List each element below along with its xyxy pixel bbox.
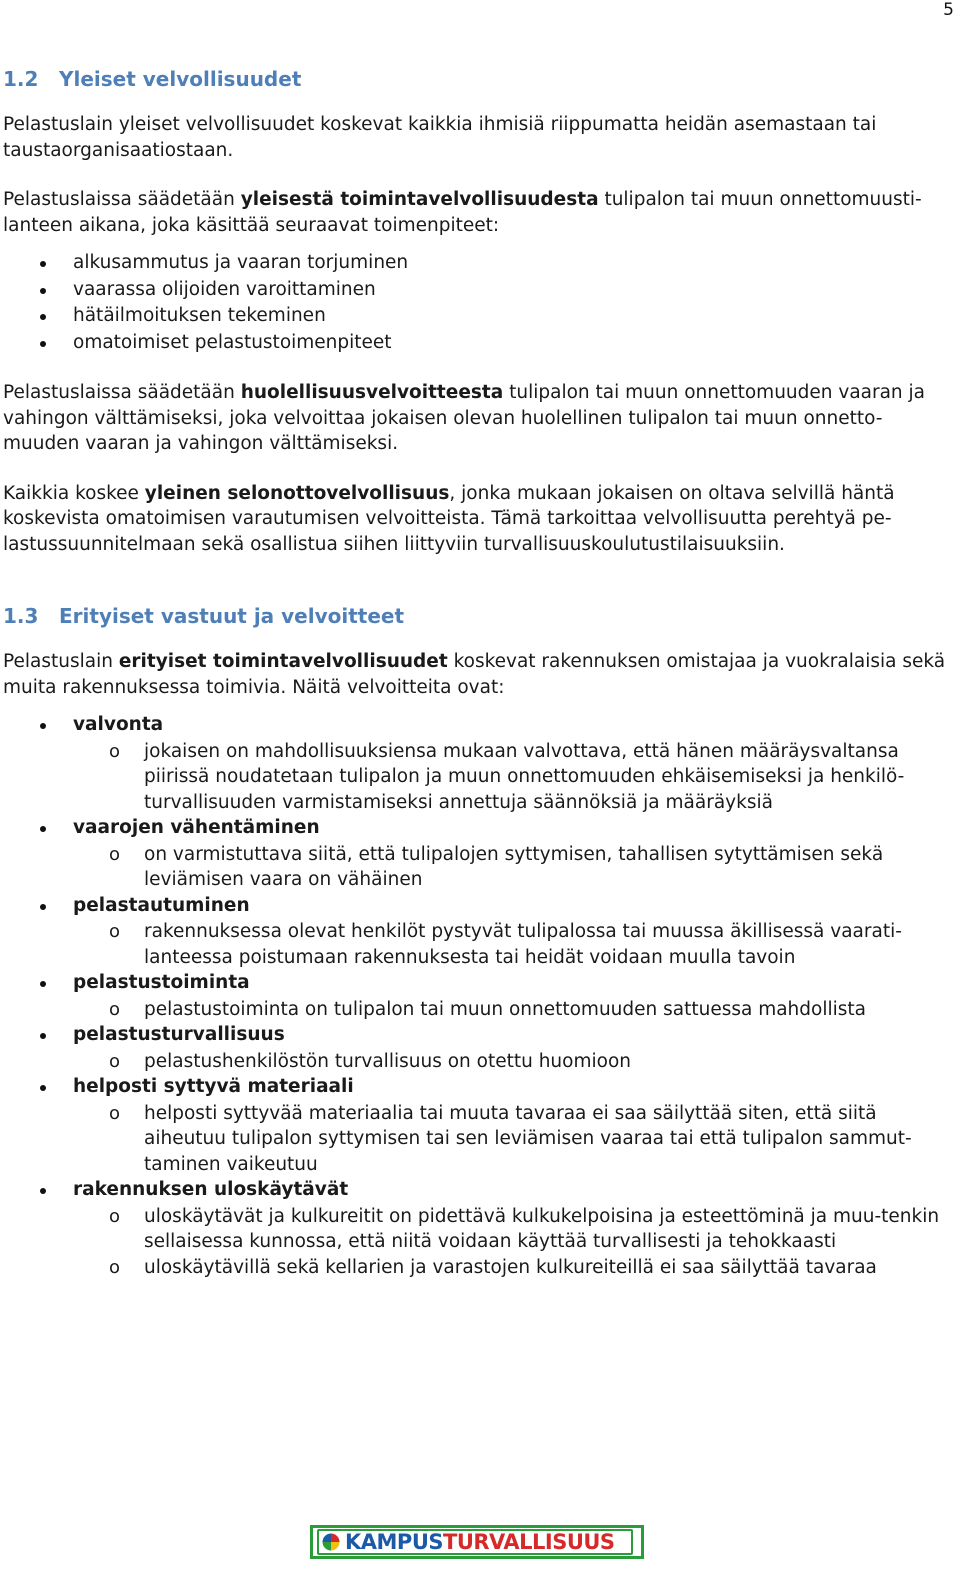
kampusturvallisuus-logo (310, 1525, 644, 1559)
list-item (3, 1074, 948, 1177)
text-span: tulipalon tai muun onnettomuusti-lanteen aikana, joka käsittää seuraavat toimenpiteet: (3, 189, 922, 236)
sub-list-item: o pelastushenkilöstön turvallisuus on otettu huomioon (3, 1049, 948, 1075)
obligation-title: pelastustoiminta (73, 972, 250, 993)
section-title: Yleiset velvollisuudet (59, 67, 302, 91)
sub-list (73, 842, 948, 893)
sub-list (73, 739, 948, 816)
sub-list-item: o uloskäytävillä sekä kellarien ja varastojen kulkureiteillä ei saa säilyttää tavaraa (3, 1255, 948, 1281)
document-body (3, 64, 948, 1304)
paragraph-intro: Pelastuslain yleiset velvollisuudet koskevat kaikkia ihmisiä riippumatta heidän asemastaan tai taustaorganisaatiostaan. (3, 114, 877, 161)
section-title: Erityiset vastuut ja velvoitteet (59, 604, 405, 628)
list-item: alkusammutus ja vaaran torjuminen (3, 250, 948, 277)
list-item (3, 712, 948, 815)
bullet-list-measures (3, 250, 948, 356)
text-span: Pelastuslain (3, 651, 119, 672)
sub-list (73, 919, 948, 970)
sub-list-item: o rakennuksessa olevat henkilöt pystyvät tulipalossa tai muussa äkillisessä vaarati-lanteessa poistumaan rakennuksesta tai heidät voidaan muulla tavoin (3, 919, 948, 970)
obligation-title: rakennuksen uloskäytävät (73, 1179, 349, 1200)
page-number: 5 (943, 0, 954, 20)
text-span: koskevat rakennuksen omistajaa ja vuokralaisia sekä muita rakennuksessa toimivia. Näitä velvoitteita ovat: (3, 651, 946, 698)
bold-term: erityiset toimintavelvollisuudet (118, 651, 448, 672)
section-number: 1.3 (3, 604, 39, 628)
sub-list-item: o jokaisen on mahdollisuuksiensa mukaan valvottava, että hänen määräysvaltansa piirissä noudatetaan tulipalon ja muun onnettomuuden ehkäisemiseksi ja henkilö-turvallisuuden varmistamiseksi annettuja säännöksiä ja määräyksiä (3, 739, 948, 816)
sub-list (73, 997, 948, 1023)
sub-list-item: o on varmistuttava siitä, että tulipalojen syttymisen, tahallisen sytyttämisen sekä leviämisen vaara on vähäinen (3, 842, 948, 893)
paragraph-awareness-duty (3, 481, 948, 558)
text-span: , jonka mukaan jokaisen on oltava selvillä häntä koskevista omatoimisen varautumisen velvoitteista. Tämä tarkoittaa velvollisuutta perehtyä pe-lastussuunnitelmaan sekä osallistua siihen liittyviin turvallisuuskoulutustilaisuuksiin. (3, 482, 895, 555)
logo-text-part1: KAMPUS (345, 1530, 443, 1554)
obligation-title: vaarojen vähentäminen (73, 817, 320, 838)
text-span: Pelastuslaissa säädetään (3, 382, 241, 403)
list-item: vaarassa olijoiden varoittaminen (3, 277, 948, 304)
logo-frame (317, 1529, 633, 1555)
sub-list (73, 1101, 948, 1178)
obligation-title: pelastusturvallisuus (73, 1024, 285, 1045)
sub-list (73, 1049, 948, 1075)
bold-term: yleisestä toimintavelvollisuudesta (240, 189, 599, 210)
sub-list-item: o uloskäytävät ja kulkureitit on pidettävä kulkukelpoisina ja esteettöminä ja muu-tenkin sellaisessa kunnossa, että niitä voidaan käyttää turvallisesti ja tehokkaasti (3, 1204, 948, 1255)
obligation-title: valvonta (73, 714, 164, 735)
sub-list-item: o pelastustoiminta on tulipalon tai muun onnettomuuden sattuessa mahdollista (3, 997, 948, 1023)
section-number: 1.2 (3, 67, 39, 91)
list-item (3, 970, 948, 1022)
ball-icon (321, 1532, 341, 1552)
list-item (3, 1177, 948, 1280)
text-span: Pelastuslaissa säädetään (3, 189, 241, 210)
sub-list-item: o helposti syttyvää materiaalia tai muuta tavaraa ei saa säilyttää siten, että siitä aiheutuu tulipalon syttymisen tai sen leviämisen vaaraa tai että tulipalon sammut-taminen vaikeutuu (3, 1101, 948, 1178)
text-span: tulipalon tai muun onnettomuuden vaaran ja vahingon välttämiseksi, joka velvoittaa jokaisen olevan huolellinen tulipalon tai muun onnetto-muuden vaaran ja vahingon välttämiseksi. (3, 382, 926, 454)
section-heading-1-2 (3, 64, 948, 94)
section-heading-1-3 (3, 601, 948, 631)
sub-list (73, 1204, 948, 1281)
paragraph-care-duty (3, 380, 948, 457)
bullet-list-obligations (3, 712, 948, 1280)
logo-text (345, 1531, 615, 1553)
bold-term: yleinen selonottovelvollisuus (144, 482, 450, 504)
text-span: Kaikkia koskee (3, 482, 145, 504)
list-item (3, 893, 948, 971)
paragraph-general-duty (3, 187, 948, 238)
list-item (3, 1022, 948, 1074)
bold-term: huolellisuusvelvoitteesta (240, 382, 504, 403)
obligation-title: pelastautuminen (73, 894, 250, 916)
logo-text-part2: TURVALLISUUS (443, 1530, 615, 1554)
obligation-title: helposti syttyvä materiaali (73, 1076, 354, 1097)
list-item: omatoimiset pelastustoimenpiteet (3, 330, 948, 357)
list-item (3, 815, 948, 893)
list-item: hätäilmoituksen tekeminen (3, 303, 948, 330)
paragraph-special-duties (3, 649, 948, 700)
